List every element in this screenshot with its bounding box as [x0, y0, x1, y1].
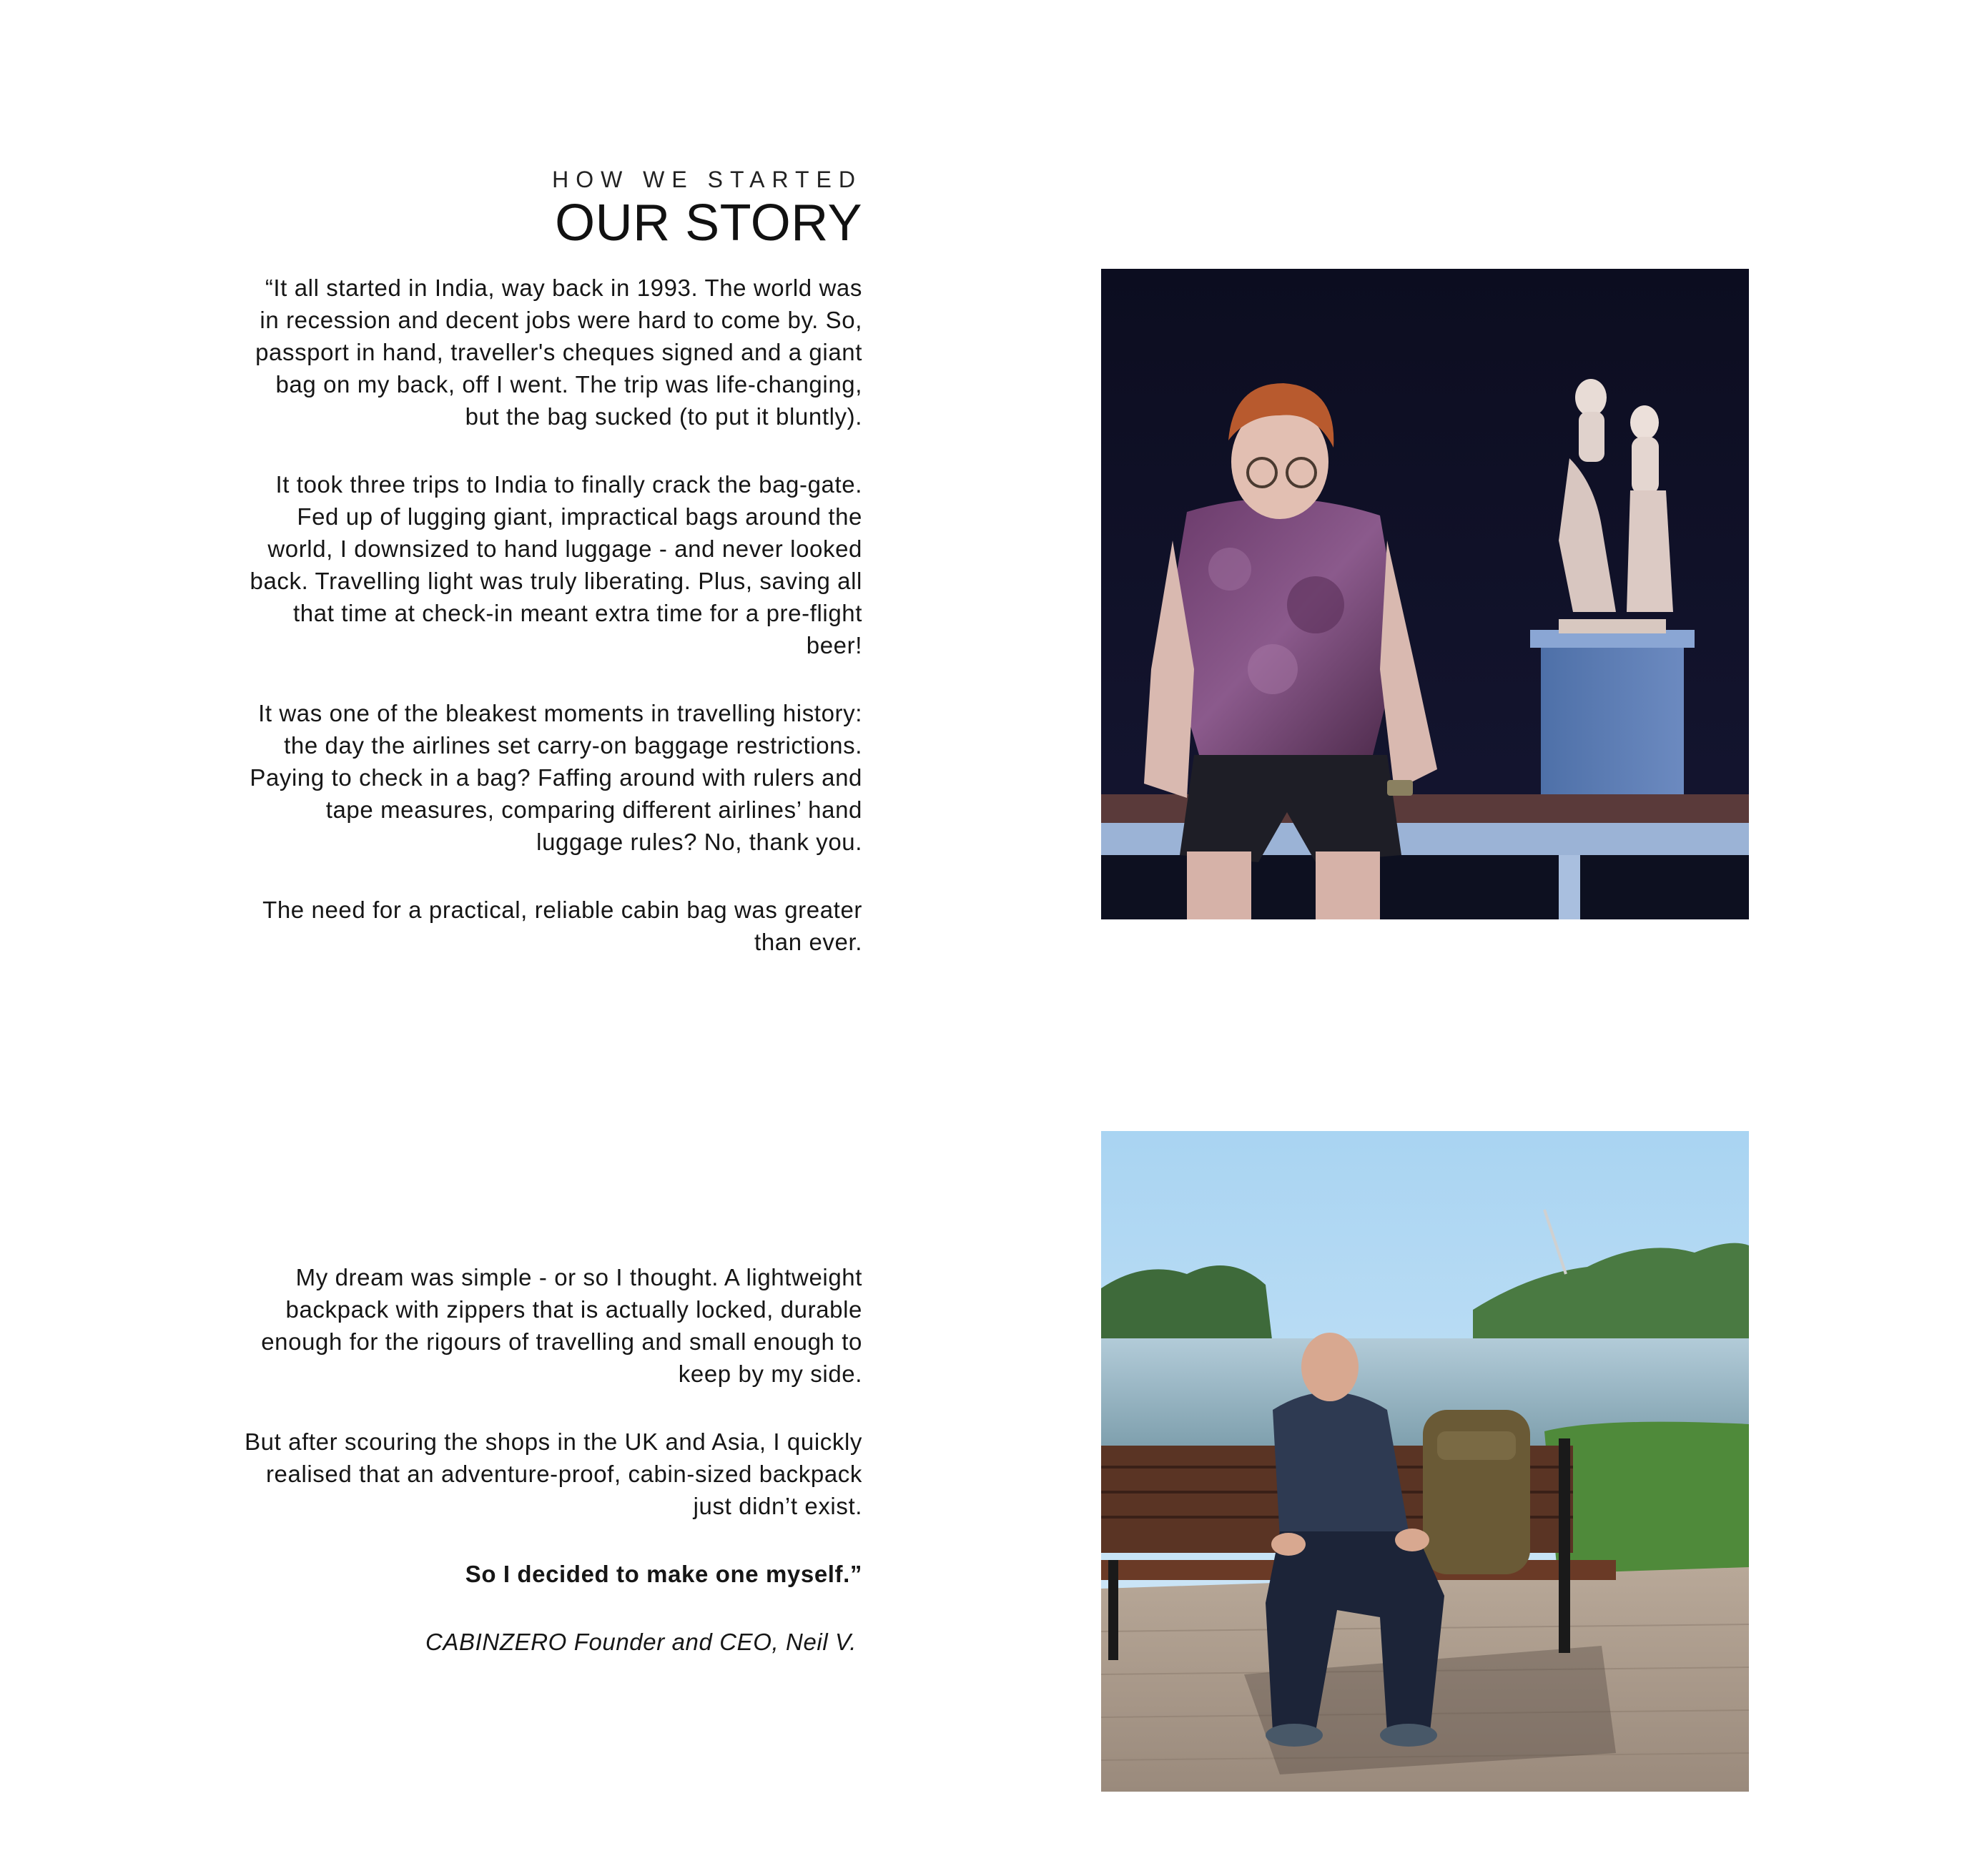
- story-text-top: [243, 272, 862, 994]
- photo-icon: [1101, 269, 1749, 919]
- founder-signature: CABINZERO Founder and CEO, Neil V.: [425, 1629, 857, 1655]
- photo-icon: [1101, 1131, 1749, 1792]
- founder-lake-photo: [1101, 1131, 1749, 1792]
- section-title: OUR STORY: [555, 194, 862, 252]
- story-paragraph: The need for a practical, reliable cabin bag was greater than ever.: [262, 897, 862, 955]
- story-closing: So I decided to make one myself.”: [465, 1561, 862, 1587]
- story-paragraph: “It all started in India, way back in 1993. The world was in recession and decent jobs were hard to come by. So, passport in hand, traveller's cheques signed and a giant bag on my back, off I went. The trip was life-changing, but the bag sucked (to put it bluntly).: [255, 275, 862, 430]
- story-paragraph: But after scouring the shops in the UK and Asia, I quickly realised that an adventure-proof, cabin-sized backpack just didn’t exist.: [245, 1428, 862, 1519]
- founder-india-photo: [1101, 269, 1749, 919]
- story-text-bottom: [243, 1261, 862, 1694]
- story-paragraph: It was one of the bleakest moments in travelling history: the day the airlines set carry-on baggage restrictions. Paying to check in a bag? Faffing around with rulers and tape measures, comparing different airlines’ hand luggage rules? No, thank you.: [250, 700, 862, 855]
- story-paragraph: It took three trips to India to finally crack the bag-gate. Fed up of lugging giant, impractical bags around the world, I downsized to hand luggage - and never looked back. Travelling light was truly liberating. Plus, saving all that time at check-in meant extra time for a pre-flight beer!: [250, 471, 862, 658]
- story-paragraph: My dream was simple - or so I thought. A lightweight backpack with zippers that is actually locked, durable enough for the rigours of travelling and small enough to keep by my side.: [261, 1264, 862, 1387]
- section-eyebrow: HOW WE STARTED: [552, 167, 862, 192]
